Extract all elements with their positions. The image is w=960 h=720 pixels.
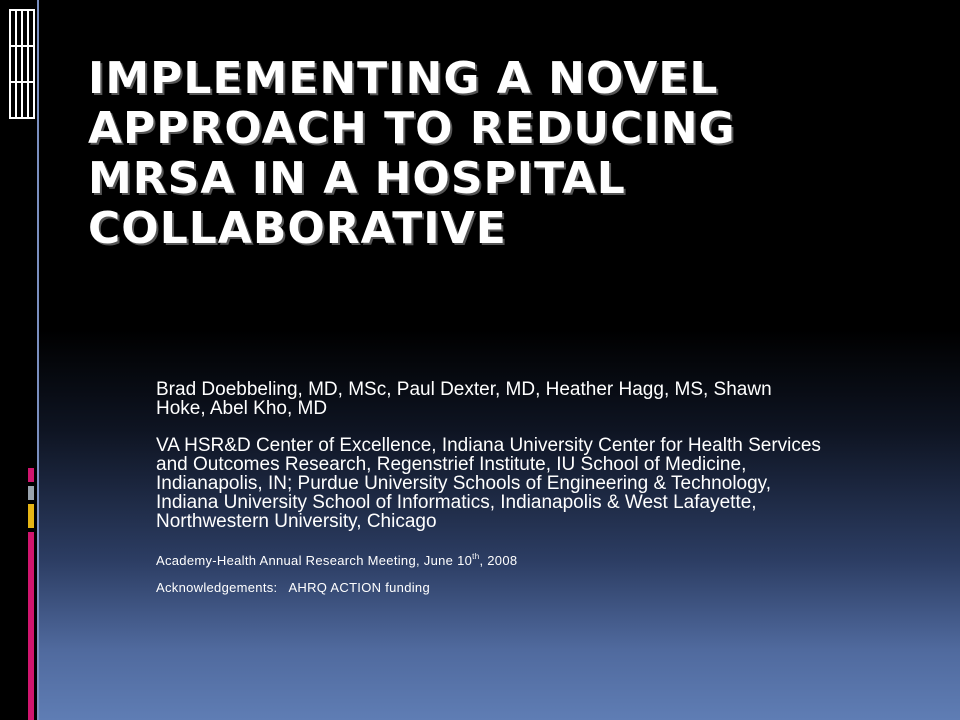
meeting-info [156,549,826,568]
accent-bar-magenta-long [28,532,34,720]
accent-bar-magenta-top [28,468,34,482]
slide-body [156,380,826,595]
accent-bar-gray [28,486,34,500]
window-grid-icon [8,8,36,120]
accent-bar-yellow [28,504,34,528]
left-decorative-strip [0,0,39,720]
meeting-text: Academy-Health Annual Research Meeting, June 10 [156,553,473,568]
meeting-ordinal: th [472,552,480,561]
meeting-year: , 2008 [479,553,518,568]
slide-title: IMPLEMENTING A NOVEL APPROACH TO REDUCING MRSA IN A HOSPITAL COLLABORATIVE [88,54,888,254]
acknowledgements: Acknowledgements: AHRQ ACTION funding [156,580,430,595]
author-list: Brad Doebbeling, MD, MSc, Paul Dexter, MD, Heather Hagg, MS, Shawn Hoke, Abel Kho, MD [156,379,772,419]
affiliation-list: VA HSR&D Center of Excellence, Indiana University Center for Health Services and Outcomes Research, Regenstrief Institute, IU School of Medicine, Indianapolis, IN; Purdue University Schools of Engineering & Technology, Indiana University School of Informatics, Indianapolis & West Lafayette, Northwestern University, Chicago [156,435,821,532]
strip-divider-line [37,0,39,720]
